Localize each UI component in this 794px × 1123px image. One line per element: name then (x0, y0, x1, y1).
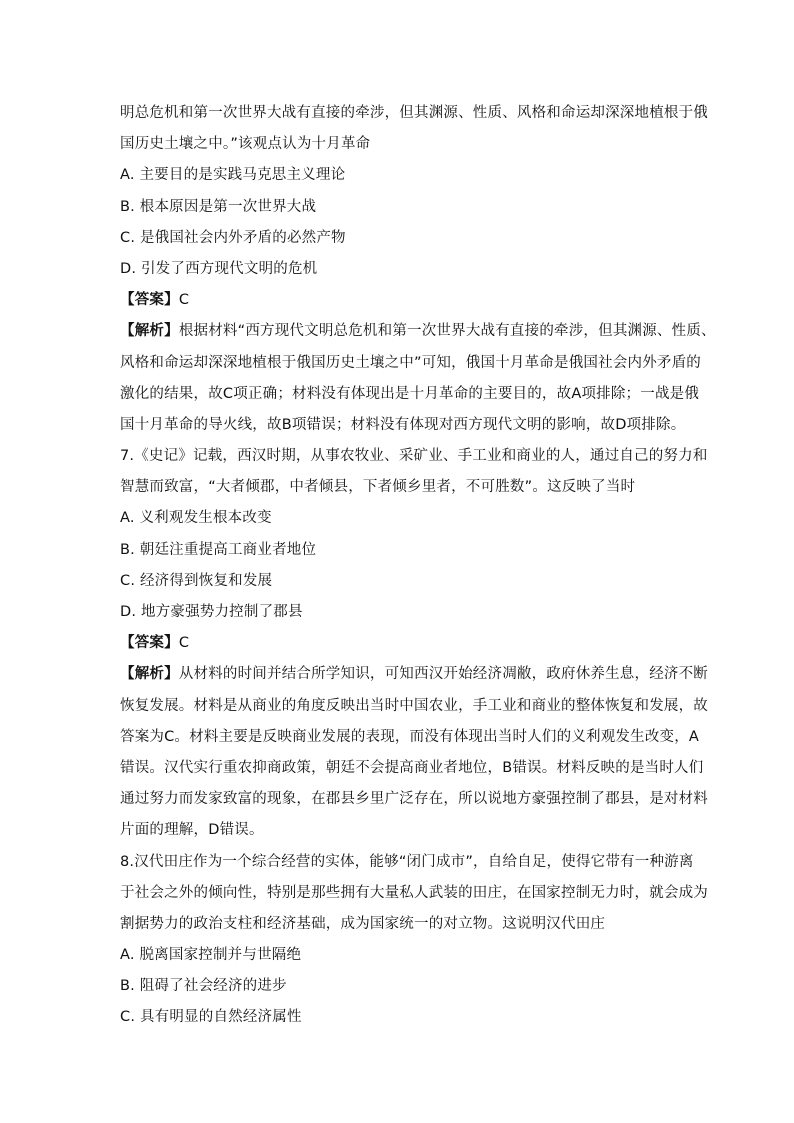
question-stem-line: 国历史土壤之中。”该观点认为十月革命 (120, 136, 371, 153)
question-6 (120, 98, 716, 441)
option-b: B. 阻碍了社会经济的进步 (120, 978, 287, 995)
analysis-line (120, 316, 716, 347)
analysis-line (120, 659, 709, 690)
answer-value: C (178, 635, 190, 652)
answer-tag: 【答案】 (120, 292, 179, 309)
analysis-tag: 【解析】 (120, 323, 179, 340)
analysis-line: 激化的结果，故C项正确；材料没有体现出是十月革命的主要目的，故A项排除；一战是俄 (120, 385, 700, 402)
option-a: A. 脱离国家控制并与世隔绝 (120, 947, 302, 964)
answer-value: C (178, 292, 190, 309)
option-a: A. 义利观发生根本改变 (120, 510, 272, 527)
option-a: A. 主要目的是实践马克思主义理论 (120, 167, 346, 184)
analysis-tag: 【解析】 (120, 666, 179, 683)
option-c: C. 经济得到恢复和发展 (120, 572, 273, 589)
question-stem-line: 智慧而致富，“大者倾郡，中者倾县，下者倾乡里者，不可胜数”。这反映了当时 (120, 479, 636, 496)
question-stem-line: 8.汉代田庄作为一个综合经营的实体，能够“闭门成市”，自给自足，使得它带有一种游离 (120, 853, 694, 870)
analysis-line: 恢复发展。材料是从商业的角度反映出当时中国农业，手工业和商业的整体恢复和发展，故 (120, 697, 708, 714)
option-b: B. 朝廷注重提高工商业者地位 (120, 541, 317, 558)
exam-page (120, 98, 716, 1034)
option-d: D. 地方豪强势力控制了郡县 (120, 604, 303, 620)
analysis-line: 片面的理解，D错误。 (120, 822, 264, 839)
option-c: C. 具有明显的自然经济属性 (120, 1009, 302, 1026)
answer-line (120, 285, 680, 316)
analysis-line: 答案为C。材料主要是反映商业发展的表现，而没有体现出当时人们的义利观发生改变，A (120, 728, 700, 745)
answer-line (120, 628, 680, 659)
question-stem-line: 7.《史记》记载，西汉时期，从事农牧业、采矿业、手工业和商业的人，通过自己的努力和 (120, 448, 708, 465)
answer-tag: 【答案】 (120, 635, 179, 652)
question-stem-line: 于社会之外的倾向性，特别是那些拥有大量私人武装的田庄，在国家控制无力时，就会成为 (120, 884, 708, 901)
analysis-line: 风格和命运却深深地植根于俄国历史土壤之中”可知，俄国十月革命是俄国社会内外矛盾的 (120, 354, 702, 371)
option-d: D. 引发了西方现代文明的危机 (120, 260, 318, 277)
question-stem-line: 明总危机和第一次世界大战有直接的牵涉，但其渊源、性质、风格和命运却深深地植根于俄 (120, 105, 708, 121)
analysis-text: 根据材料“西方现代文明总危机和第一次世界大战有直接的牵涉，但其渊源、性质、 (178, 323, 716, 340)
option-b: B. 根本原因是第一次世界大战 (120, 198, 317, 215)
option-c: C. 是俄国社会内外矛盾的必然产物 (120, 229, 346, 246)
analysis-text: 从材料的时间并结合所学知识，可知西汉开始经济凋敝，政府休养生息，经济不断 (178, 666, 709, 683)
question-8 (120, 847, 708, 1034)
question-stem-line: 割据势力的政治支柱和经济基础，成为国家统一的对立物。这说明汉代田庄 (120, 915, 606, 932)
question-7 (120, 441, 709, 846)
analysis-line: 通过努力而发家致富的现象，在郡县乡里广泛存在，所以说地方豪强控制了郡县，是对材料 (120, 791, 708, 808)
analysis-line: 国十月革命的导火线，故B项错误；材料没有体现对西方现代文明的影响，故D项排除。 (120, 416, 686, 433)
analysis-line: 错误。汉代实行重农抑商政策，朝廷不会提高商业者地位，B错误。材料反映的是当时人们 (120, 759, 704, 776)
